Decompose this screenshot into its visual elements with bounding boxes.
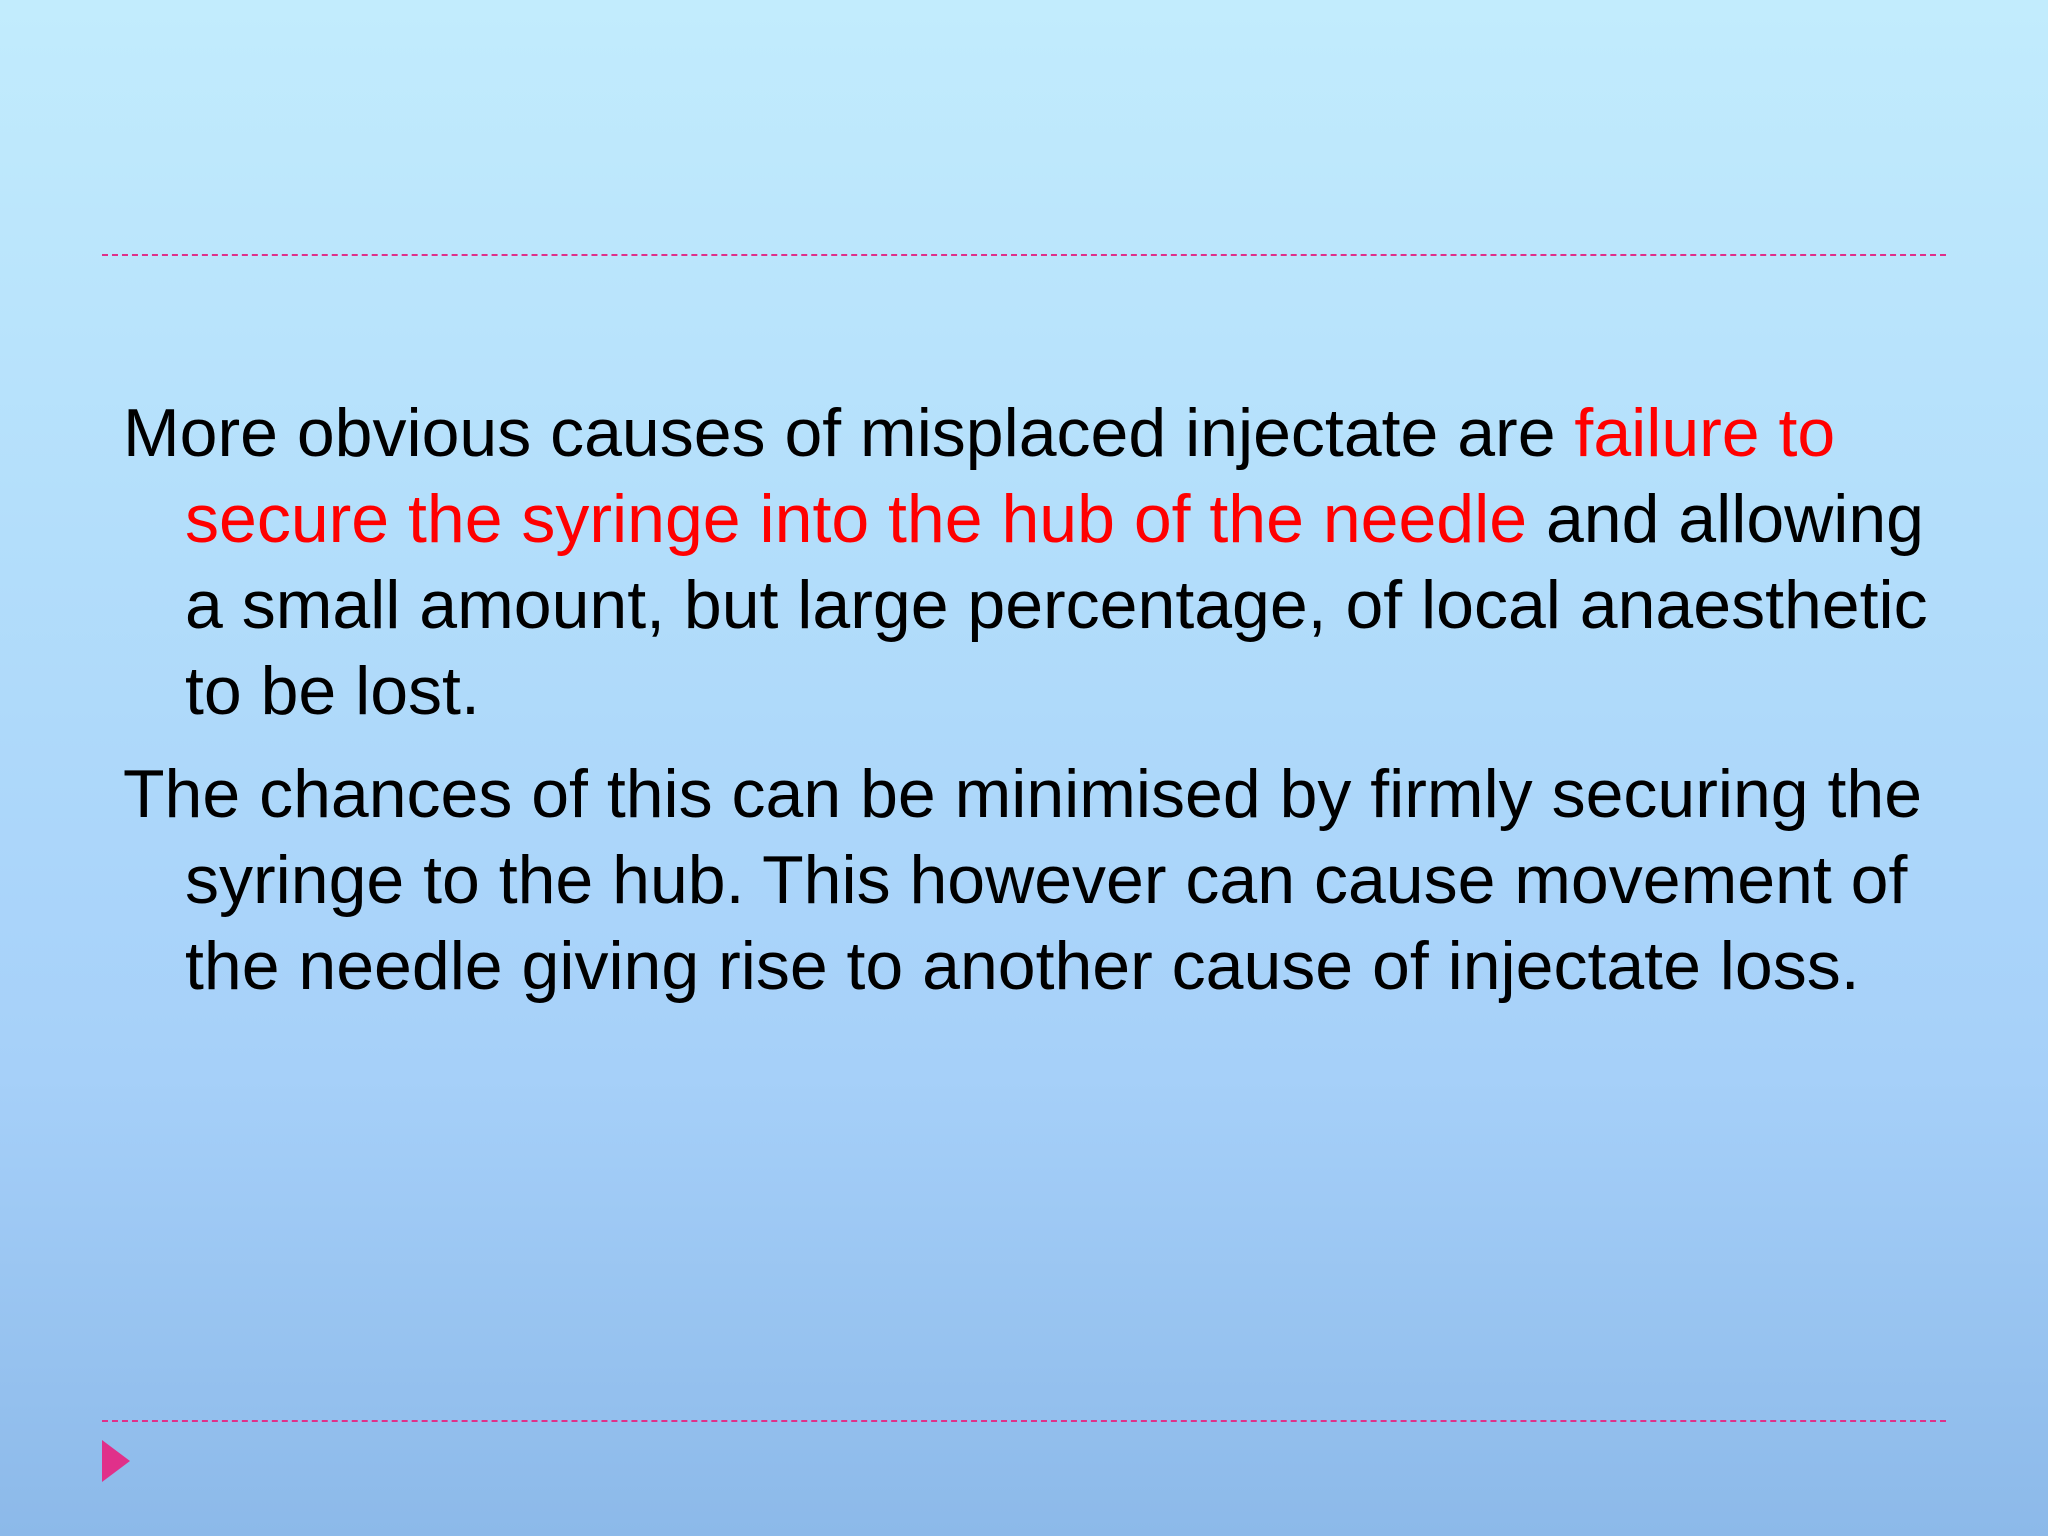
paragraph-1 xyxy=(123,390,1943,734)
bottom-divider xyxy=(102,1420,1946,1422)
top-divider xyxy=(102,254,1946,256)
triangle-right-icon[interactable] xyxy=(102,1440,130,1482)
paragraph-1-text-end: and allowing a small amount, but large percentage, of local anaesthetic to be lost. xyxy=(185,481,1928,729)
paragraph-2-text: The chances of this can be minimised by firmly securing the syringe to the hub. This however can cause movement of the needle giving rise to another cause of injectate loss. xyxy=(123,756,1923,1004)
paragraph-2 xyxy=(123,751,1943,1009)
paragraph-1-text-start: More obvious causes of misplaced injectate are xyxy=(123,395,1575,471)
slide-body xyxy=(123,390,1943,1026)
paragraph-1-highlight: failure to secure the syringe into the hub of the needle xyxy=(185,395,1836,557)
